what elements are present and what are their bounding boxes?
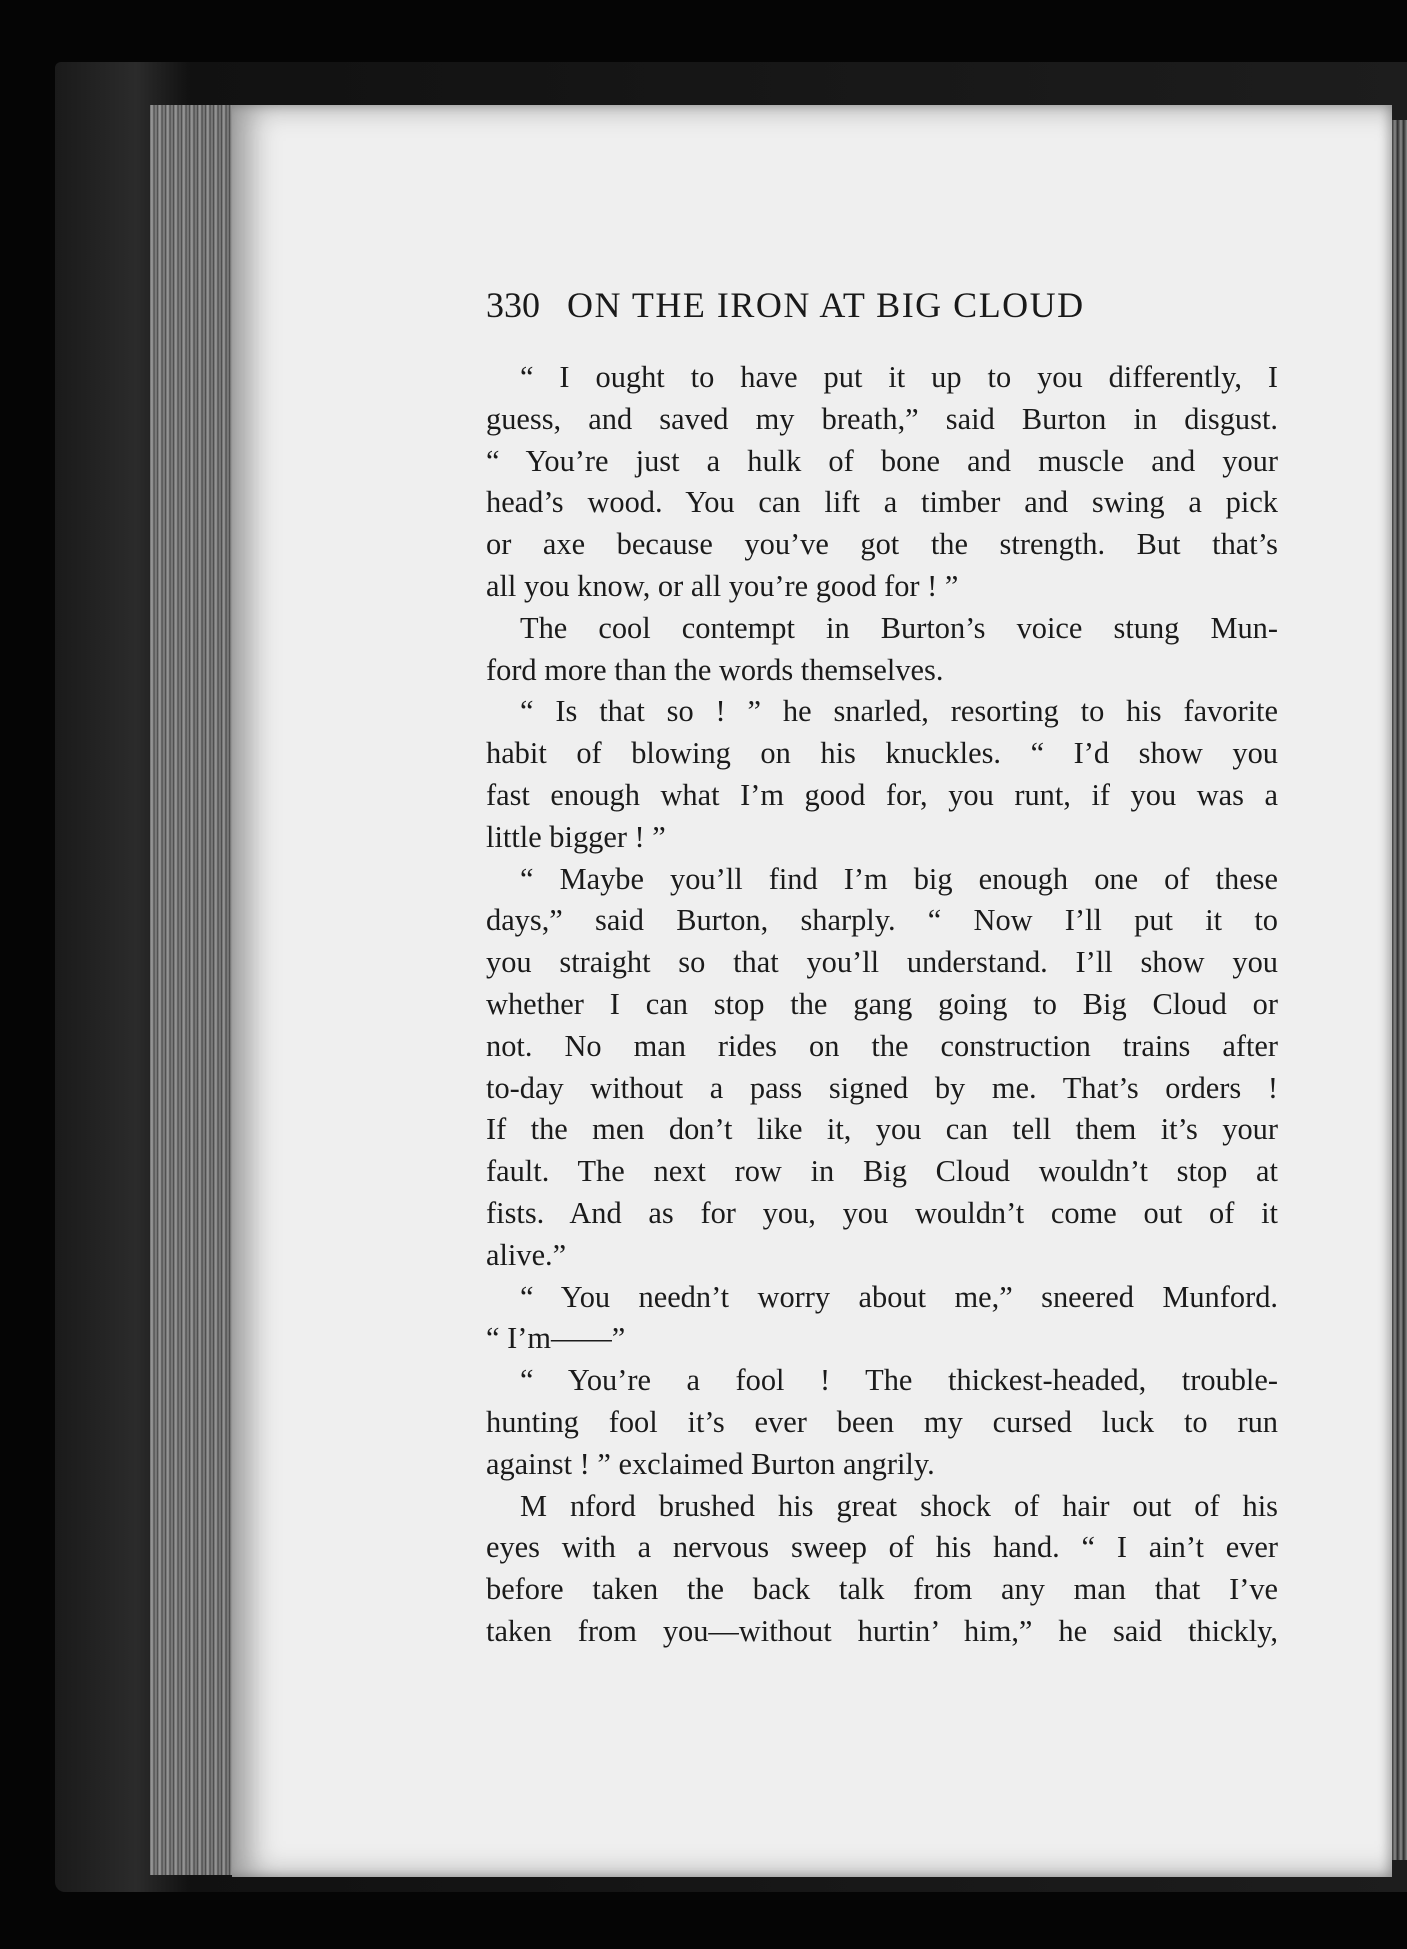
text-line: “ Maybe you’ll find I’m big enough one of these [520, 861, 1278, 896]
text-line: not. No man rides on the construction trains after [486, 1028, 1278, 1063]
text-line: days,” said Burton, sharply. “ Now I’ll put it to [486, 903, 1278, 938]
text-line: fists. And as for you, you wouldn’t come out of it [486, 1195, 1278, 1230]
text-line: eyes with a nervous sweep of his hand. “ I ain’t ever [486, 1530, 1278, 1565]
text-line: you straight so that you’ll understand. I’ll show you [486, 945, 1278, 980]
text-line: or axe because you’ve got the strength. But that’s [486, 527, 1278, 562]
text-line: The cool contempt in Burton’s voice stung Mun- [520, 610, 1278, 645]
text-line: little bigger ! ” [486, 819, 666, 854]
running-title: ON THE IRON AT BIG CLOUD [567, 285, 1085, 325]
body-text [486, 357, 1278, 1653]
page-number: 330 [486, 285, 540, 325]
text-line: “ You needn’t worry about me,” sneered Munford. [520, 1279, 1278, 1314]
text-line: M nford brushed his great shock of hair out of his [520, 1488, 1278, 1523]
text-line: whether I can stop the gang going to Big Cloud or [486, 986, 1278, 1021]
text-line: fast enough what I’m good for, you runt, if you was a [486, 777, 1278, 812]
text-line: habit of blowing on his knuckles. “ I’d show you [486, 736, 1278, 771]
text-line: to-day without a pass signed by me. That’s orders ! [486, 1070, 1278, 1105]
text-line: head’s wood. You can lift a timber and swing a pick [486, 485, 1278, 520]
text-line: all you know, or all you’re good for ! ” [486, 568, 959, 603]
text-line: “ You’re a fool ! The thickest-headed, trouble- [520, 1363, 1278, 1398]
text-line: against ! ” exclaimed Burton angrily. [486, 1446, 935, 1481]
page-stack-edge [150, 105, 240, 1875]
text-line: ford more than the words themselves. [486, 652, 944, 687]
text-line: “ You’re just a hulk of bone and muscle and your [486, 443, 1278, 478]
text-line: fault. The next row in Big Cloud wouldn’t stop at [486, 1154, 1278, 1189]
text-line: before taken the back talk from any man that I’ve [486, 1572, 1278, 1607]
text-line: hunting fool it’s ever been my cursed luck to run [486, 1404, 1278, 1439]
running-header [486, 284, 1286, 326]
text-line: taken from you—without hurtin’ him,” he said thickly, [486, 1613, 1278, 1648]
text-line: guess, and saved my breath,” said Burton in disgust. [486, 401, 1278, 436]
text-line: “ Is that so ! ” he snarled, resorting to his favorite [520, 694, 1278, 729]
text-line: “ I’m——” [486, 1321, 626, 1356]
text-line: “ I ought to have put it up to you differently, I [520, 360, 1278, 394]
text-line: If the men don’t like it, you can tell them it’s your [486, 1112, 1278, 1147]
text-line: alive.” [486, 1237, 567, 1272]
